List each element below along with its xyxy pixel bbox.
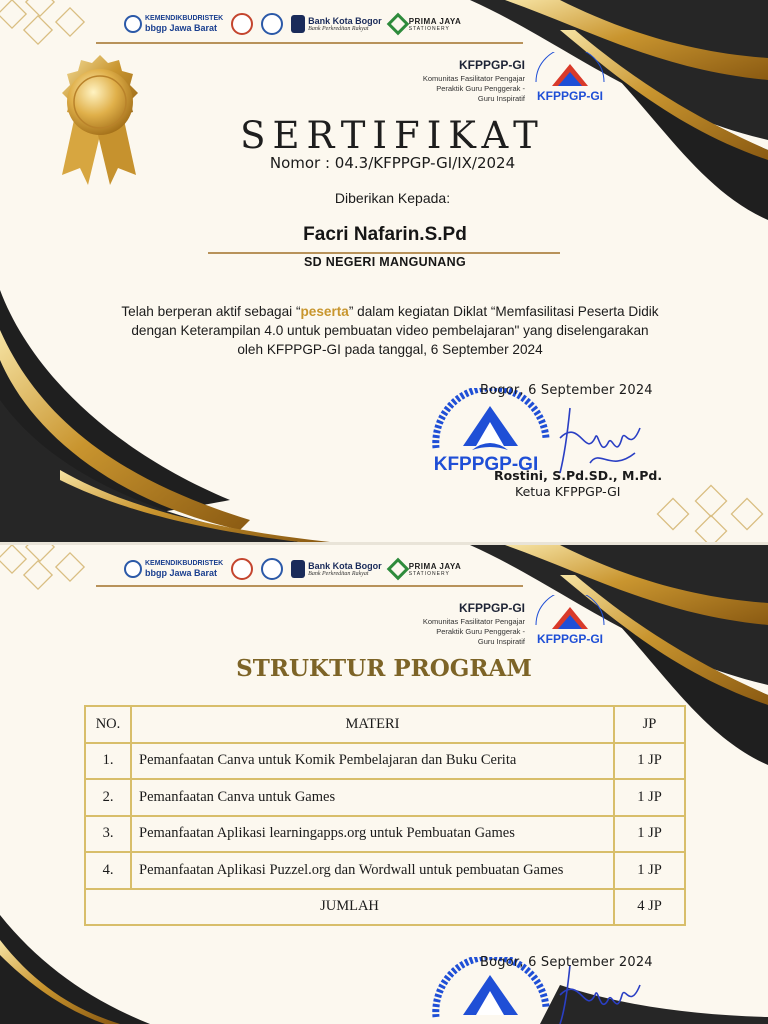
kfppgp-emblem-icon bbox=[530, 595, 610, 647]
handwritten-signature bbox=[540, 398, 650, 478]
program-title: STRUKTUR PROGRAM bbox=[236, 655, 532, 682]
org-block bbox=[423, 601, 525, 647]
signer-name: Rostini, S.Pd.SD., M.Pd. bbox=[494, 468, 663, 483]
sponsor-logos bbox=[124, 555, 461, 583]
prima-jaya-logo bbox=[390, 16, 462, 32]
given-to-label: Diberikan Kepada: bbox=[334, 190, 451, 206]
org-description: Komunitas Fasilitator Pengajar Peraktik Guru Penggerak - Guru Inspiratif bbox=[422, 74, 525, 103]
kemendikbud-logo-text: KEMENDIKBUDRISTEK bbox=[145, 15, 224, 22]
tut-wuri-icon bbox=[124, 15, 142, 33]
signer-role: Ketua KFPPGP-GI bbox=[515, 484, 621, 499]
certificate-title: SERTIFIKAT bbox=[240, 114, 545, 157]
prima-jaya-name: PRIMA JAYA bbox=[408, 561, 462, 571]
bank-kota-bogor-logo bbox=[291, 15, 382, 33]
prima-jaya-icon bbox=[386, 558, 409, 581]
table-row bbox=[85, 852, 685, 889]
kfppgp-emblem-icon bbox=[530, 52, 610, 104]
total-jp: 4 JP bbox=[614, 889, 685, 926]
prima-jaya-sub: STATIONERY bbox=[408, 25, 450, 32]
bank-name: Bank Kota Bogor bbox=[308, 15, 382, 26]
bank-name: Bank Kota Bogor bbox=[308, 560, 382, 571]
community-badge-icon bbox=[231, 558, 253, 580]
prima-jaya-sub: STATIONERY bbox=[408, 570, 450, 577]
table-row bbox=[85, 779, 685, 816]
partner-badge-icon bbox=[261, 558, 283, 580]
row-jp: 1 JP bbox=[614, 816, 685, 853]
row-materi: Pemanfaatan Aplikasi Puzzel.org dan Wordwall untuk pembuatan Games bbox=[131, 852, 614, 889]
table-header-row bbox=[85, 706, 685, 743]
emblem-text: KFPPGP-GI bbox=[536, 632, 604, 646]
bank-tagline: Bank Perkreditan Rakyat bbox=[308, 25, 369, 32]
signature-date: Bogor, 6 September 2024 bbox=[480, 383, 653, 398]
recipient-underline bbox=[208, 252, 560, 254]
bbgp-logo-text: bbgp Jawa Barat bbox=[145, 568, 218, 578]
row-jp: 1 JP bbox=[614, 743, 685, 780]
kemendikbud-logo-text: KEMENDIKBUDRISTEK bbox=[145, 560, 224, 567]
body-text-end: ” dalam kegiatan Diklat “Memfasilitasi Peserta Didik dengan Keterampilan 4.0 untuk pembuatan video pembelajaran" yang diselengarakan oleh KFPPGP-GI pada tanggal, 6 September 2024 bbox=[131, 304, 659, 357]
prima-jaya-icon bbox=[386, 13, 409, 36]
participant-role: peserta bbox=[300, 304, 349, 319]
tut-wuri-icon bbox=[124, 560, 142, 578]
row-number: 3. bbox=[85, 816, 131, 853]
bank-icon bbox=[291, 15, 305, 33]
org-name: KFPPGP-GI bbox=[458, 58, 525, 72]
bank-icon bbox=[291, 560, 305, 578]
bank-kota-bogor-logo bbox=[291, 560, 382, 578]
row-jp: 1 JP bbox=[614, 779, 685, 816]
row-jp: 1 JP bbox=[614, 852, 685, 889]
certificate-body bbox=[120, 302, 660, 359]
bank-tagline: Bank Perkreditan Rakyat bbox=[308, 570, 369, 577]
table-total-row bbox=[85, 889, 685, 926]
body-text-start: Telah berperan aktif sebagai “ bbox=[121, 304, 301, 319]
recipient-name: Facri Nafarin.S.Pd bbox=[303, 224, 467, 245]
header-rule bbox=[96, 585, 523, 587]
program-structure-page bbox=[0, 545, 768, 1024]
row-materi: Pemanfaatan Canva untuk Komik Pembelajaran dan Buku Cerita bbox=[131, 743, 614, 780]
org-block bbox=[423, 58, 525, 104]
prima-jaya-name: PRIMA JAYA bbox=[408, 16, 462, 26]
header-jp: JP bbox=[614, 706, 685, 743]
recipient-school: SD NEGERI MANGUNANG bbox=[304, 255, 466, 269]
row-materi: Pemanfaatan Canva untuk Games bbox=[131, 779, 614, 816]
stamp-text: KFPPGP-GI bbox=[433, 454, 539, 475]
row-materi: Pemanfaatan Aplikasi learningapps.org untuk Pembuatan Games bbox=[131, 816, 614, 853]
certificate-number: Nomor : 04.3/KFPPGP-GI/IX/2024 bbox=[269, 154, 516, 172]
header-rule bbox=[96, 42, 523, 44]
total-label: JUMLAH bbox=[85, 889, 614, 926]
prima-jaya-logo bbox=[390, 561, 462, 577]
table-row bbox=[85, 743, 685, 780]
program-table bbox=[84, 705, 686, 926]
row-number: 1. bbox=[85, 743, 131, 780]
kemendikbud-logo bbox=[124, 560, 223, 578]
signature-date: Bogor, 6 September 2024 bbox=[480, 955, 653, 970]
kemendikbud-logo bbox=[124, 15, 223, 33]
org-name: KFPPGP-GI bbox=[458, 601, 525, 615]
row-number: 2. bbox=[85, 779, 131, 816]
header-no: NO. bbox=[85, 706, 131, 743]
sponsor-logos bbox=[124, 10, 461, 38]
table-row bbox=[85, 816, 685, 853]
org-description: Komunitas Fasilitator Pengajar Peraktik Guru Penggerak - Guru Inspiratif bbox=[422, 617, 525, 646]
header-materi: MATERI bbox=[131, 706, 614, 743]
community-badge-icon bbox=[231, 13, 253, 35]
bbgp-logo-text: bbgp Jawa Barat bbox=[145, 23, 218, 33]
emblem-text: KFPPGP-GI bbox=[536, 89, 604, 103]
row-number: 4. bbox=[85, 852, 131, 889]
partner-badge-icon bbox=[261, 13, 283, 35]
